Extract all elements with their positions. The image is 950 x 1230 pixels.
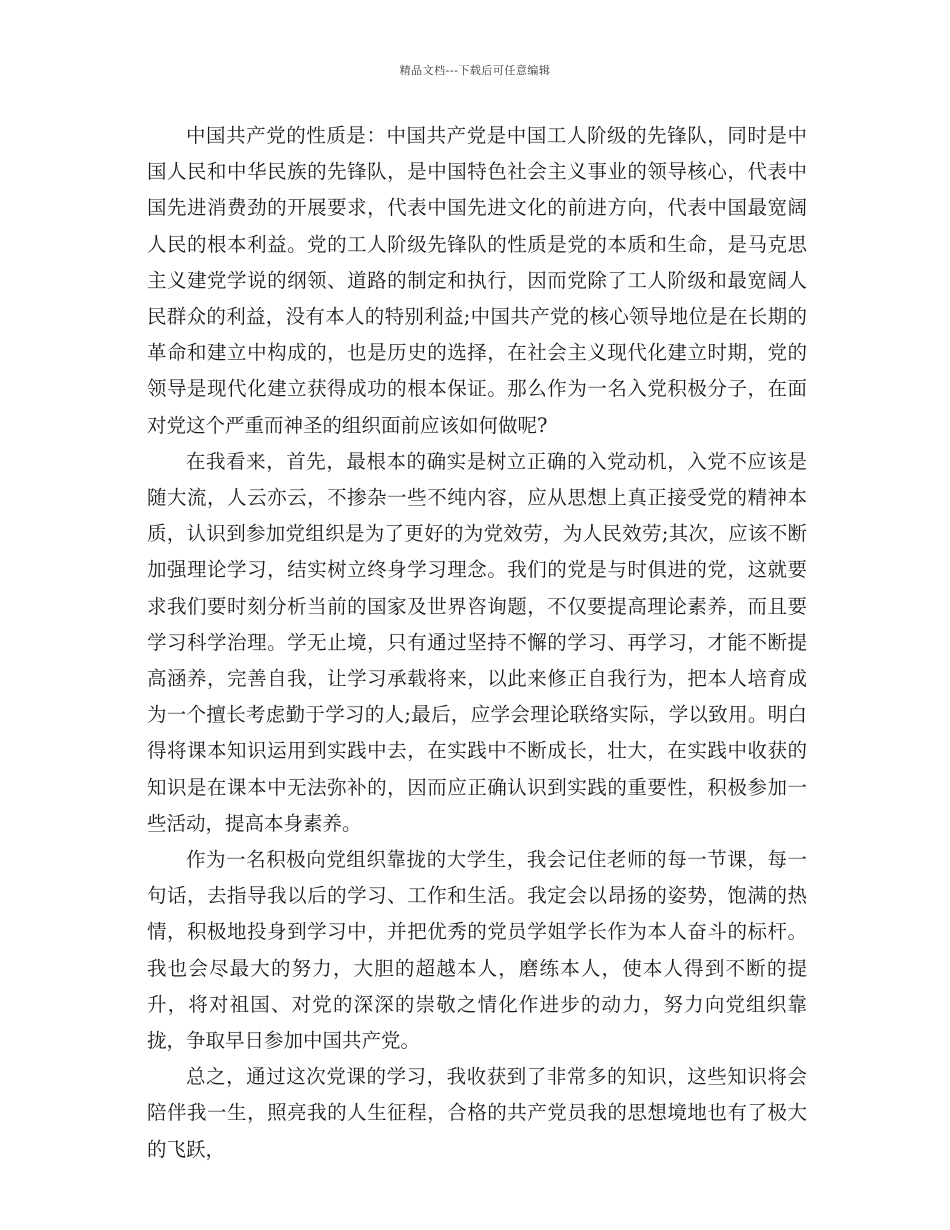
- document-body: [147, 118, 807, 1168]
- page-header: 精品文档---下载后可任意编辑: [399, 64, 551, 77]
- paragraph-party-nature: 中国共产党的性质是：中国共产党是中国工人阶级的先锋队，同时是中国人民和中华民族的先锋队，是中国特色社会主义事业的领导核心，代表中国先进消费劲的开展要求，代表中国先进文化的前进方向，代表中国最宽阔人民的根本利益。党的工人阶级先锋队的性质是党的本质和生命，是马克思主义建党学说的纲领、道路的制定和执行，因而党除了工人阶级和最宽阔人民群众的利益，没有本人的特别利益;中国共产党的核心领导地位是在长期的革命和建立中构成的，也是历史的选择，在社会主义现代化建立时期，党的领导是现代化建立获得成功的根本保证。那么作为一名入党积极分子，在面对党这个严重而神圣的组织面前应该如何做呢?: [147, 124, 807, 437]
- paragraph-motivation: 在我看来，首先，最根本的确实是树立正确的入党动机，入党不应该是随大流，人云亦云，不掺杂一些不纯内容，应从思想上真正接受党的精神本质，认识到参加党组织是为了更好的为党效劳，为人民效劳;其次，应该不断加强理论学习，结实树立终身学习理念。我们的党是与时俱进的党，这就要求我们要时刻分析当前的国家及世界咨询题，不仅要提高理论素养，而且要学习科学治理。学无止境，只有通过坚持不懈的学习、再学习，才能不断提高涵养，完善自我，让学习承载将来，以此来修正自我行为，把本人培育成为一个擅长考虑勤于学习的人;最后，应学会理论联络实际，学以致用。明白得将课本知识运用到实践中去，在实践中不断成长，壮大，在实践中收获的知识是在课本中无法弥补的，因而应正确认识到实践的重要性，积极参加一些活动，提高本身素养。: [147, 449, 807, 835]
- paragraph-conclusion: 总之，通过这次党课的学习，我收获到了非常多的知识，这些知识将会陪伴我一生，照亮我的人生征程，合格的共产党员我的思想境地也有了极大的飞跃，: [147, 1065, 807, 1161]
- paragraph-commitment: 作为一名积极向党组织靠拢的大学生，我会记住老师的每一节课，每一句话，去指导我以后的学习、工作和生活。我定会以昂扬的姿势，饱满的热情，积极地投身到学习中，并把优秀的党员学姐学长作为本人奋斗的标杆。我也会尽最大的努力，大胆的超越本人，磨练本人，使本人得到不断的提升，将对祖国、对党的深深的崇敬之情化作进步的动力，努力向党组织靠拢，争取早日参加中国共产党。: [147, 848, 807, 1053]
